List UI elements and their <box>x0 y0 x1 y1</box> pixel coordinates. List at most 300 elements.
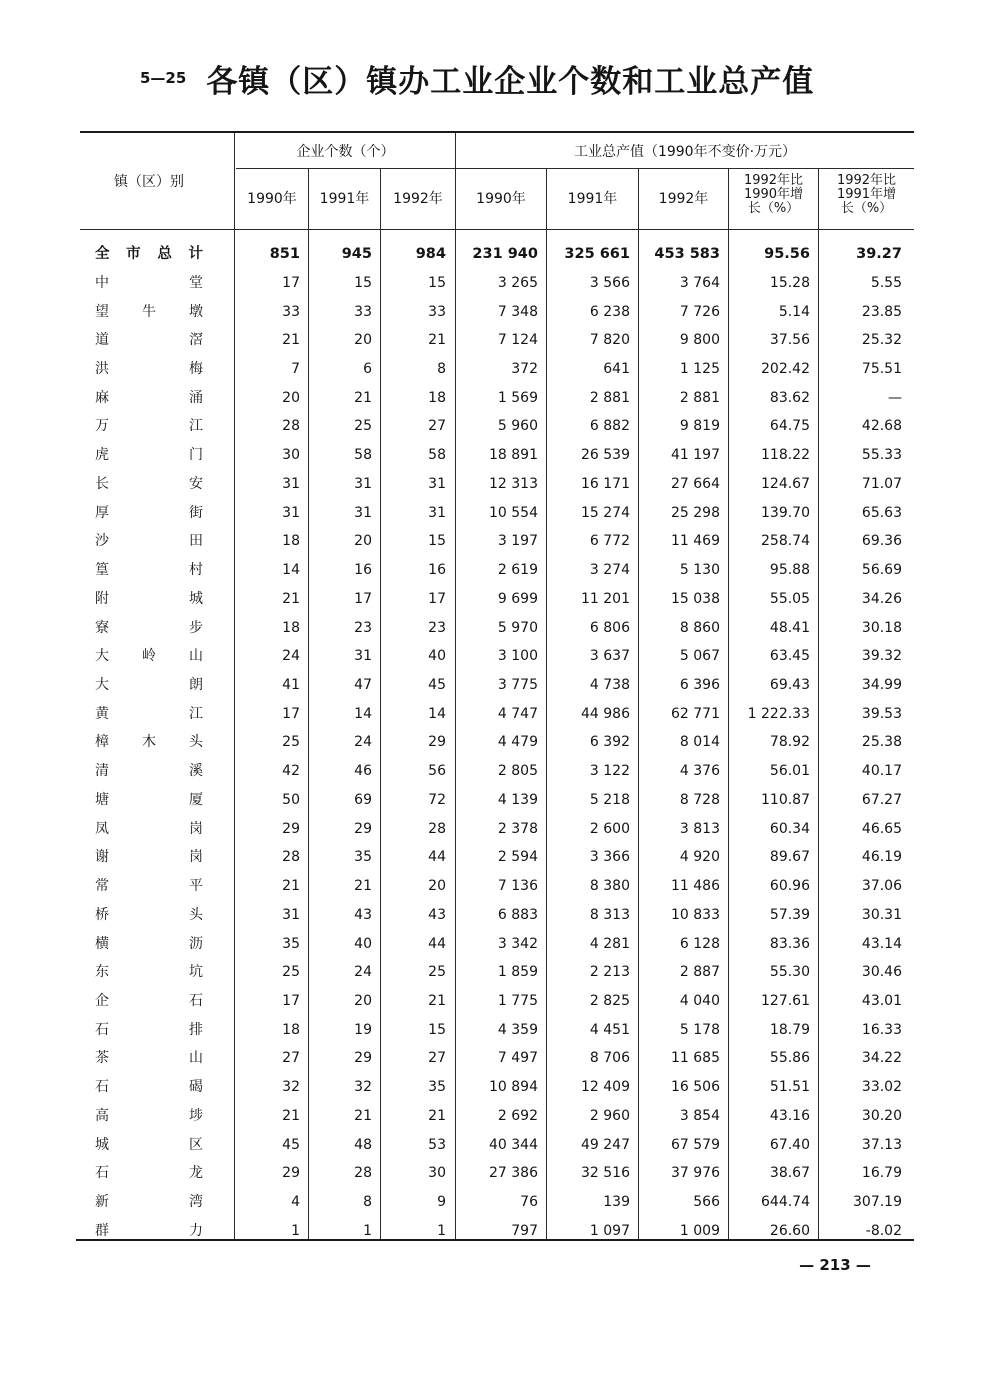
cell-output-1990: 27 386 <box>489 1165 538 1182</box>
cell-growth-vs-1990: 26.60 <box>769 1222 810 1239</box>
region-name-char: 墩 <box>189 303 203 320</box>
region-name <box>95 872 203 901</box>
cell-count-1990: 18 <box>282 533 300 550</box>
cell-output-1992: 4 040 <box>679 993 720 1009</box>
header-growth-vs-1990 <box>729 174 818 216</box>
cell-output-1991: 4 451 <box>589 1021 630 1038</box>
cell-count-1990: 31 <box>282 504 300 521</box>
cell-count-1992: 44 <box>428 935 446 952</box>
cell-output-1990: 2 619 <box>497 562 538 578</box>
cell-output-1991: 3 366 <box>589 849 630 866</box>
region-name-char: 石 <box>189 993 203 1009</box>
cell-output-1991: 3 122 <box>589 763 630 780</box>
cell-count-1992: 27 <box>428 1050 446 1067</box>
cell-count-1990: 851 <box>269 246 300 262</box>
cell-growth-vs-1991: 30.20 <box>861 1107 902 1124</box>
region-name-char: 石 <box>95 1021 109 1038</box>
cell-output-1990: 7 124 <box>497 332 538 349</box>
cell-count-1990: 29 <box>282 820 300 837</box>
cell-output-1990: 4 139 <box>497 791 538 808</box>
cell-growth-vs-1991: 39.32 <box>861 648 902 665</box>
cell-growth-vs-1991: -8.02 <box>865 1222 902 1239</box>
cell-count-1992: 15 <box>428 274 446 291</box>
region-name <box>95 470 203 499</box>
region-name-char: 步 <box>189 619 203 636</box>
cell-growth-vs-1990: 56.01 <box>769 763 810 780</box>
cell-output-1990: 10 894 <box>489 1079 538 1096</box>
region-name-char: 茶 <box>95 1050 109 1067</box>
table-row <box>0 642 1000 671</box>
region-name-char: 沙 <box>95 533 109 550</box>
cell-count-1991: 20 <box>354 332 372 349</box>
region-name-char: 山 <box>189 648 203 665</box>
cell-growth-vs-1990: 78.92 <box>769 734 810 751</box>
region-name-char: 城 <box>189 590 203 607</box>
cell-output-1992: 453 583 <box>654 246 720 262</box>
header-bottom-rule <box>80 229 914 230</box>
region-name-char: 山 <box>189 1050 203 1067</box>
region-name-char: 篁 <box>95 562 109 578</box>
cell-count-1992: 53 <box>428 1136 446 1153</box>
region-name <box>95 384 203 413</box>
header-region: 镇（区）别 <box>114 174 184 190</box>
cell-count-1991: 25 <box>354 418 372 435</box>
region-name <box>95 269 203 298</box>
region-name-char: 区 <box>189 1136 203 1153</box>
cell-count-1990: 41 <box>282 677 300 693</box>
cell-count-1991: 33 <box>354 303 372 320</box>
cell-count-1992: 9 <box>437 1194 446 1211</box>
cell-count-1990: 4 <box>291 1194 300 1211</box>
top-rule <box>80 131 914 133</box>
cell-count-1991: 20 <box>354 533 372 550</box>
cell-count-1991: 24 <box>354 734 372 751</box>
cell-output-1991: 6 882 <box>589 418 630 435</box>
table-row <box>0 326 1000 355</box>
cell-count-1991: 21 <box>354 389 372 406</box>
cell-growth-vs-1991: 34.22 <box>861 1050 902 1067</box>
cell-output-1991: 8 380 <box>589 878 630 895</box>
cell-growth-vs-1991: 307.19 <box>853 1194 902 1211</box>
cell-output-1991: 5 218 <box>589 791 630 808</box>
cell-growth-vs-1990: 48.41 <box>769 619 810 636</box>
cell-count-1992: 35 <box>428 1079 446 1096</box>
table-row <box>0 269 1000 298</box>
region-name-char: 碣 <box>189 1079 203 1096</box>
region-name-char: 樟 <box>95 734 109 751</box>
cell-count-1991: 28 <box>354 1165 372 1182</box>
region-name-char: 江 <box>189 705 203 722</box>
cell-growth-vs-1991: 5.55 <box>870 274 902 291</box>
cell-output-1991: 6 238 <box>589 303 630 320</box>
region-name-char: 溪 <box>189 763 203 780</box>
cell-output-1992: 7 726 <box>679 303 720 320</box>
cell-output-1991: 11 201 <box>581 590 630 607</box>
cell-output-1991: 3 274 <box>589 562 630 578</box>
cell-growth-vs-1991: 25.32 <box>861 332 902 349</box>
cell-count-1992: 58 <box>428 447 446 464</box>
cell-output-1990: 9 699 <box>497 590 538 607</box>
cell-output-1992: 11 685 <box>671 1050 720 1067</box>
region-name-char: 桥 <box>95 906 109 923</box>
cell-output-1990: 2 378 <box>497 820 538 837</box>
cell-output-1990: 5 960 <box>497 418 538 435</box>
cell-output-1992: 5 067 <box>679 648 720 665</box>
cell-count-1990: 27 <box>282 1050 300 1067</box>
region-name-char: 江 <box>189 418 203 435</box>
cell-count-1991: 48 <box>354 1136 372 1153</box>
cell-output-1990: 40 344 <box>489 1136 538 1153</box>
region-name-char: 岗 <box>189 849 203 866</box>
cell-output-1990: 2 594 <box>497 849 538 866</box>
cell-count-1992: 30 <box>428 1165 446 1182</box>
cell-growth-vs-1990: 5.14 <box>778 303 810 320</box>
region-name-char: 龙 <box>189 1165 203 1182</box>
region-name-char: 安 <box>189 475 203 492</box>
cell-output-1991: 1 097 <box>589 1222 630 1239</box>
region-name-char: 岭 <box>142 648 156 665</box>
cell-count-1992: 31 <box>428 504 446 521</box>
region-name <box>95 815 203 844</box>
cell-count-1991: 32 <box>354 1079 372 1096</box>
region-name-char: 木 <box>142 734 156 751</box>
cell-count-1990: 25 <box>282 964 300 981</box>
region-name-char: 高 <box>95 1107 109 1124</box>
table-row <box>0 872 1000 901</box>
cell-output-1990: 3 265 <box>497 274 538 291</box>
cell-output-1990: 7 136 <box>497 878 538 895</box>
region-name-char: 朗 <box>189 677 203 693</box>
cell-output-1992: 5 130 <box>679 562 720 578</box>
cell-count-1990: 42 <box>282 763 300 780</box>
cell-count-1992: 29 <box>428 734 446 751</box>
region-name <box>95 1188 203 1217</box>
region-name <box>95 556 203 585</box>
cell-growth-vs-1991: 23.85 <box>861 303 902 320</box>
cell-count-1991: 945 <box>341 246 372 262</box>
region-name <box>95 700 203 729</box>
region-name-char: 企 <box>95 993 109 1009</box>
cell-output-1990: 18 891 <box>489 447 538 464</box>
cell-growth-vs-1990: 51.51 <box>769 1079 810 1096</box>
table-row <box>0 298 1000 327</box>
cell-output-1992: 3 764 <box>679 274 720 291</box>
cell-growth-vs-1990: 127.61 <box>761 993 810 1009</box>
header-line: 1992年比 <box>836 173 897 188</box>
cell-count-1990: 17 <box>282 993 300 1009</box>
cell-count-1991: 14 <box>354 705 372 722</box>
cell-count-1992: 21 <box>428 993 446 1009</box>
cell-output-1990: 372 <box>511 360 538 377</box>
region-name-char: 滘 <box>189 332 203 349</box>
table-row <box>0 671 1000 700</box>
cell-output-1991: 7 820 <box>589 332 630 349</box>
table-row <box>0 1131 1000 1160</box>
cell-growth-vs-1991: 43.01 <box>861 993 902 1009</box>
cell-count-1990: 28 <box>282 418 300 435</box>
table-row <box>0 585 1000 614</box>
cell-output-1992: 62 771 <box>671 705 720 722</box>
cell-growth-vs-1991: 34.26 <box>861 590 902 607</box>
cell-count-1991: 40 <box>354 935 372 952</box>
region-name <box>95 958 203 987</box>
cell-output-1990: 797 <box>511 1222 538 1239</box>
cell-count-1990: 50 <box>282 791 300 808</box>
cell-count-1990: 31 <box>282 475 300 492</box>
cell-output-1990: 76 <box>520 1194 538 1211</box>
table-row <box>0 412 1000 441</box>
cell-growth-vs-1990: 258.74 <box>761 533 810 550</box>
cell-count-1992: 40 <box>428 648 446 665</box>
cell-growth-vs-1990: 63.45 <box>769 648 810 665</box>
table-row <box>0 1073 1000 1102</box>
cell-growth-vs-1990: 55.30 <box>769 964 810 981</box>
cell-count-1990: 14 <box>282 562 300 578</box>
region-name-char: 梅 <box>189 360 203 377</box>
table-row <box>0 1159 1000 1188</box>
cell-output-1991: 3 566 <box>589 274 630 291</box>
cell-output-1991: 325 661 <box>564 246 630 262</box>
cell-output-1990: 7 497 <box>497 1050 538 1067</box>
cell-output-1991: 6 392 <box>589 734 630 751</box>
cell-count-1992: 18 <box>428 389 446 406</box>
cell-count-1990: 30 <box>282 447 300 464</box>
region-name-char: 虎 <box>95 447 109 464</box>
cell-output-1991: 12 409 <box>581 1079 630 1096</box>
cell-output-1992: 1 125 <box>679 360 720 377</box>
cell-output-1992: 4 376 <box>679 763 720 780</box>
cell-output-1992: 2 887 <box>679 964 720 981</box>
table-number: 5—25 <box>140 69 187 87</box>
region-name <box>95 642 203 671</box>
cell-growth-vs-1990: 110.87 <box>761 791 810 808</box>
cell-count-1991: 58 <box>354 447 372 464</box>
cell-output-1991: 44 986 <box>581 705 630 722</box>
cell-count-1992: 31 <box>428 475 446 492</box>
cell-growth-vs-1991: 46.65 <box>861 820 902 837</box>
cell-count-1990: 28 <box>282 849 300 866</box>
region-name <box>95 1159 203 1188</box>
region-name-char: 全 <box>95 246 110 262</box>
cell-growth-vs-1990: 95.88 <box>769 562 810 578</box>
region-name-char: 东 <box>95 964 109 981</box>
cell-growth-vs-1991: 30.46 <box>861 964 902 981</box>
region-name-char: 街 <box>189 504 203 521</box>
cell-growth-vs-1990: 43.16 <box>769 1107 810 1124</box>
cell-count-1992: 45 <box>428 677 446 693</box>
table-row <box>0 441 1000 470</box>
cell-output-1990: 1 859 <box>497 964 538 981</box>
cell-count-1992: 23 <box>428 619 446 636</box>
cell-growth-vs-1990: 89.67 <box>769 849 810 866</box>
cell-output-1992: 6 396 <box>679 677 720 693</box>
cell-growth-vs-1991: 69.36 <box>861 533 902 550</box>
cell-growth-vs-1990: 67.40 <box>769 1136 810 1153</box>
region-name-char: 堂 <box>189 274 203 291</box>
cell-output-1991: 2 825 <box>589 993 630 1009</box>
cell-growth-vs-1991: 46.19 <box>861 849 902 866</box>
region-name-char: 横 <box>95 935 109 952</box>
region-name-char: 新 <box>95 1194 109 1211</box>
cell-count-1991: 20 <box>354 993 372 1009</box>
cell-count-1992: 28 <box>428 820 446 837</box>
region-name-char: 牛 <box>142 303 156 320</box>
cell-output-1992: 37 976 <box>671 1165 720 1182</box>
cell-count-1991: 6 <box>363 360 372 377</box>
region-name-char: 谢 <box>95 849 109 866</box>
header-count-1990: 1990年 <box>247 191 297 207</box>
cell-count-1992: 15 <box>428 533 446 550</box>
header-line: 长（%） <box>840 201 893 216</box>
region-name-char: 厦 <box>189 791 203 808</box>
cell-growth-vs-1991: 16.33 <box>861 1021 902 1038</box>
cell-count-1990: 18 <box>282 619 300 636</box>
region-name <box>95 1131 203 1160</box>
region-name-char: 大 <box>95 648 109 665</box>
table-row <box>0 728 1000 757</box>
table-row <box>0 757 1000 786</box>
table-row <box>0 1102 1000 1131</box>
region-name-char: 附 <box>95 590 109 607</box>
cell-count-1991: 24 <box>354 964 372 981</box>
region-name-char: 厚 <box>95 504 109 521</box>
cell-count-1990: 18 <box>282 1021 300 1038</box>
table-row <box>0 1217 1000 1246</box>
cell-output-1990: 3 197 <box>497 533 538 550</box>
cell-growth-vs-1990: 202.42 <box>761 360 810 377</box>
header-output-1992: 1992年 <box>658 191 709 207</box>
cell-growth-vs-1990: 83.36 <box>769 935 810 952</box>
cell-output-1991: 6 806 <box>589 619 630 636</box>
cell-growth-vs-1991: — <box>888 389 902 406</box>
table-row <box>0 987 1000 1016</box>
region-name-char: 计 <box>188 246 203 262</box>
cell-output-1991: 4 281 <box>589 935 630 952</box>
cell-growth-vs-1990: 64.75 <box>769 418 810 435</box>
region-name-char: 石 <box>95 1079 109 1096</box>
table-row <box>0 470 1000 499</box>
cell-output-1990: 10 554 <box>489 504 538 521</box>
cell-output-1990: 3 100 <box>497 648 538 665</box>
region-name <box>95 786 203 815</box>
cell-count-1992: 43 <box>428 906 446 923</box>
cell-growth-vs-1990: 1 222.33 <box>747 705 810 722</box>
region-name <box>95 585 203 614</box>
cell-count-1991: 29 <box>354 820 372 837</box>
region-name-char: 万 <box>95 418 109 435</box>
cell-growth-vs-1990: 18.79 <box>769 1021 810 1038</box>
cell-output-1992: 11 486 <box>671 878 720 895</box>
cell-output-1992: 16 506 <box>671 1079 720 1096</box>
cell-output-1991: 32 516 <box>581 1165 630 1182</box>
cell-growth-vs-1991: 71.07 <box>861 475 902 492</box>
cell-output-1992: 8 860 <box>679 619 720 636</box>
region-name-char: 黄 <box>95 705 109 722</box>
cell-count-1992: 72 <box>428 791 446 808</box>
region-name-char: 排 <box>189 1021 203 1038</box>
cell-growth-vs-1991: 33.02 <box>861 1079 902 1096</box>
cell-output-1990: 2 805 <box>497 763 538 780</box>
cell-output-1992: 3 813 <box>679 820 720 837</box>
cell-count-1992: 8 <box>437 360 446 377</box>
cell-growth-vs-1991: 55.33 <box>861 447 902 464</box>
cell-growth-vs-1990: 15.28 <box>769 274 810 291</box>
cell-output-1991: 16 171 <box>581 475 630 492</box>
region-name-char: 涌 <box>189 389 203 406</box>
cell-count-1990: 7 <box>291 360 300 377</box>
cell-count-1990: 35 <box>282 935 300 952</box>
region-name-char: 村 <box>189 562 203 578</box>
cell-output-1992: 9 800 <box>679 332 720 349</box>
cell-count-1991: 8 <box>363 1194 372 1211</box>
region-name <box>95 987 203 1016</box>
cell-output-1992: 27 664 <box>671 475 720 492</box>
cell-count-1991: 15 <box>354 274 372 291</box>
cell-output-1992: 67 579 <box>671 1136 720 1153</box>
region-name-char: 凤 <box>95 820 109 837</box>
cell-count-1992: 21 <box>428 1107 446 1124</box>
header-enterprise-count: 企业个数（个） <box>296 144 395 160</box>
cell-count-1991: 16 <box>354 562 372 578</box>
cell-output-1990: 12 313 <box>489 475 538 492</box>
cell-count-1991: 19 <box>354 1021 372 1038</box>
cell-growth-vs-1990: 55.05 <box>769 590 810 607</box>
cell-growth-vs-1991: 40.17 <box>861 763 902 780</box>
region-name-char: 田 <box>189 533 203 550</box>
cell-output-1992: 11 469 <box>671 533 720 550</box>
region-name <box>95 527 203 556</box>
cell-growth-vs-1991: 25.38 <box>861 734 902 751</box>
cell-output-1992: 10 833 <box>671 906 720 923</box>
region-name-char: 塘 <box>95 791 109 808</box>
cell-count-1991: 21 <box>354 1107 372 1124</box>
cell-count-1992: 20 <box>428 878 446 895</box>
cell-count-1990: 21 <box>282 878 300 895</box>
page-number: — 213 — <box>799 1256 871 1274</box>
region-name <box>95 1044 203 1073</box>
cell-count-1990: 24 <box>282 648 300 665</box>
cell-count-1991: 47 <box>354 677 372 693</box>
cell-output-1992: 41 197 <box>671 447 720 464</box>
cell-count-1991: 29 <box>354 1050 372 1067</box>
cell-output-1992: 3 854 <box>679 1107 720 1124</box>
region-name <box>95 728 203 757</box>
cell-growth-vs-1990: 118.22 <box>761 447 810 464</box>
region-name <box>95 326 203 355</box>
cell-output-1991: 2 881 <box>589 389 630 406</box>
page-title <box>140 50 900 106</box>
cell-growth-vs-1991: 75.51 <box>861 360 902 377</box>
table-title: 各镇（区）镇办工业企业个数和工业总产值 <box>206 63 815 100</box>
region-name <box>95 1102 203 1131</box>
region-name-char: 头 <box>189 734 203 751</box>
region-name-char: 寮 <box>95 619 109 636</box>
region-name-char: 总 <box>157 246 172 262</box>
cell-growth-vs-1990: 95.56 <box>764 246 810 262</box>
region-name-char: 麻 <box>95 389 109 406</box>
cell-output-1992: 8 728 <box>679 791 720 808</box>
cell-output-1990: 4 747 <box>497 705 538 722</box>
region-name <box>95 1016 203 1045</box>
cell-count-1991: 31 <box>354 648 372 665</box>
table-row <box>0 815 1000 844</box>
table-row <box>0 930 1000 959</box>
region-name <box>95 355 203 384</box>
cell-growth-vs-1990: 60.34 <box>769 820 810 837</box>
table-row <box>0 614 1000 643</box>
cell-growth-vs-1990: 139.70 <box>761 504 810 521</box>
cell-count-1992: 44 <box>428 849 446 866</box>
